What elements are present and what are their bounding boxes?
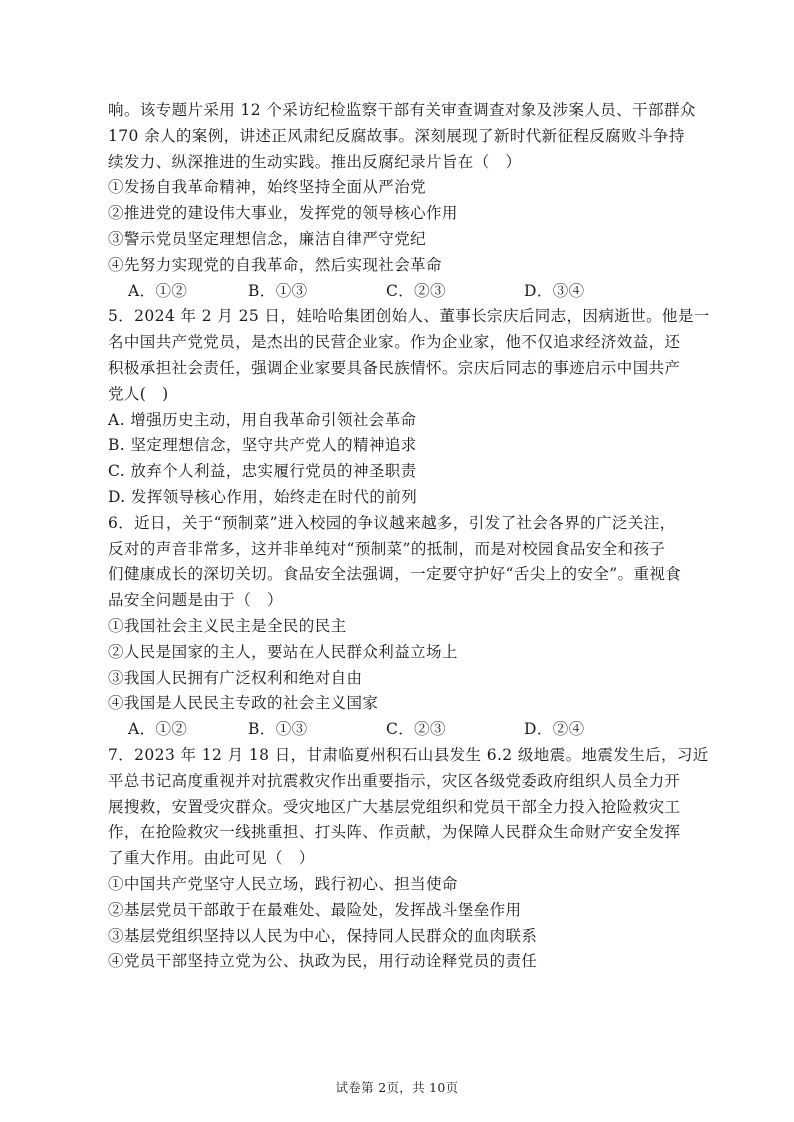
question-4-option-d: D．③④ xyxy=(524,281,585,300)
question-6-statement-3: ③我国人民拥有广泛权利和绝对自由 xyxy=(108,668,363,687)
question-6-option-d: D．②④ xyxy=(524,720,585,739)
question-4-option-c: C．②③ xyxy=(386,281,446,300)
question-7-stem-line: 了重大作用。由此可见（ ） xyxy=(108,849,315,868)
question-7-statement-4: ④党员干部坚持立党为公、执政为民，用行动诠释党员的责任 xyxy=(108,952,538,971)
question-7-stem-line: 作，在抢险救灾一线挑重担、打头阵、作贡献，为保障人民群众生命财产安全发挥 xyxy=(108,823,681,842)
question-5-stem-line: 5．2024 年 2 月 25 日，娃哈哈集团创始人、董事长宗庆后同志，因病逝世。他是一 xyxy=(108,307,710,326)
question-6-statement-2: ②人民是国家的主人，要站在人民群众利益立场上 xyxy=(108,642,458,661)
question-6-options xyxy=(108,717,698,743)
question-7-stem-line: 7．2023 年 12 月 18 日，甘肃临夏州积石山县发生 6.2 级地震。地震发生后，习近 xyxy=(108,745,709,764)
question-5-option-d: D. 发挥领导核心作用，始终走在时代的前列 xyxy=(108,487,418,506)
question-7 xyxy=(108,743,709,975)
question-5-option-c: C. 放弃个人利益，忠实履行党员的神圣职责 xyxy=(108,462,417,481)
page-footer: 试卷第 2页，共 10页 xyxy=(335,1080,459,1095)
question-6-option-b: B．①③ xyxy=(248,720,308,739)
question-5-option-b: B. 坚定理想信念，坚守共产党人的精神追求 xyxy=(108,436,417,455)
question-5-option-a: A. 增强历史主动，用自我革命引领社会革命 xyxy=(108,410,417,429)
question-6-stem-line: 品安全问题是由于（ ） xyxy=(108,591,283,610)
question-6-stem-line: 们健康成长的深切关切。食品安全法强调，一定要守护好“舌尖上的安全”。重视食 xyxy=(108,565,682,584)
question-7-statement-1: ①中国共产党坚守人民立场，践行初心、担当使命 xyxy=(108,874,458,893)
question-6-stem-line: 反对的声音非常多，这并非单纯对“预制菜”的抵制，而是对校园食品安全和孩子 xyxy=(108,539,666,558)
question-6-option-c: C．②③ xyxy=(386,720,446,739)
page-content xyxy=(108,98,710,975)
question-6-option-a: A．①② xyxy=(128,720,188,739)
question-6-stem-line: 6．近日，关于“预制菜”进入校园的争议越来越多，引发了社会各界的广泛关注， xyxy=(108,513,676,532)
question-4-option-b: B．①③ xyxy=(248,281,308,300)
question-7-statement-3: ③基层党组织坚持以人民为中心，保持同人民群众的血肉联系 xyxy=(108,926,538,945)
question-4-statement-3: ③警示党员坚定理想信念，廉洁自律严守党纪 xyxy=(108,229,427,248)
question-4-options xyxy=(108,279,698,305)
question-7-statement-2: ②基层党员干部敢于在最难处、最险处，发挥战斗堡垒作用 xyxy=(108,900,522,919)
question-5 xyxy=(108,304,710,510)
question-4-stem-line: 响。该专题片采用 12 个采访纪检监察干部有关审查调查对象及涉案人员、干部群众 xyxy=(108,101,696,119)
question-7-stem-line: 平总书记高度重视并对抗震救灾作出重要指示，灾区各级党委政府组织人员全力开 xyxy=(108,771,681,790)
question-7-stem-line: 展搜救，安置受灾群众。受灾地区广大基层党组织和党员干部全力投入抢险救灾工 xyxy=(108,797,681,816)
question-4-statement-2: ②推进党的建设伟大事业，发挥党的领导核心作用 xyxy=(108,204,458,223)
question-6 xyxy=(108,511,698,743)
question-5-stem-line: 党人( ) xyxy=(108,384,169,403)
question-4-option-a: A．①② xyxy=(128,281,188,300)
question-6-statement-4: ④我国是人民民主专政的社会主义国家 xyxy=(108,694,379,713)
question-4-statement-4: ④先努力实现党的自我革命，然后实现社会革命 xyxy=(108,255,442,274)
question-4-stem-line: 续发力、纵深推进的生动实践。推出反腐纪录片旨在（ ） xyxy=(108,152,522,171)
question-5-stem-line: 积极承担社会责任，强调企业家要具备民族情怀。宗庆后同志的事迹启示中国共产 xyxy=(108,358,681,377)
question-5-stem-line: 名中国共产党党员，是杰出的民营企业家。作为企业家，他不仅追求经济效益，还 xyxy=(108,333,681,352)
question-4-stem-line: 170 余人的案例，讲述正风肃纪反腐故事。深刻展现了新时代新征程反腐败斗争持 xyxy=(108,126,685,145)
question-4 xyxy=(108,98,698,304)
question-6-statement-1: ①我国社会主义民主是全民的民主 xyxy=(108,616,347,635)
question-4-statement-1: ①发扬自我革命精神，始终坚持全面从严治党 xyxy=(108,178,427,197)
